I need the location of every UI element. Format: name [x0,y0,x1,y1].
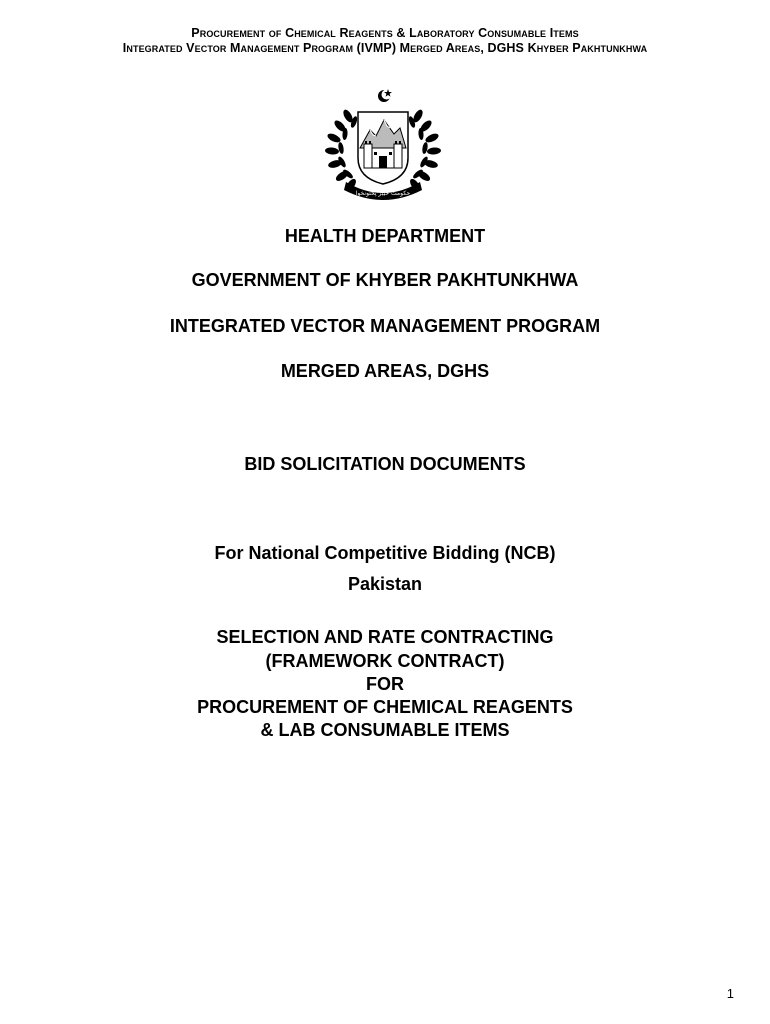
document-type-heading: BID SOLICITATION DOCUMENTS [244,454,526,474]
bidding-country-line: Pakistan [347,574,423,594]
selection-line-1: SELECTION AND RATE CONTRACTING [216,627,554,647]
selection-line-5: & LAB CONSUMABLE ITEMS [260,720,510,740]
government-emblem-icon [318,86,448,200]
svg-text:حکومت خیبر پختونخوا: حکومت خیبر پختونخوا [355,190,411,197]
merged-areas-heading: MERGED AREAS, DGHS [280,361,490,381]
health-department-heading: HEALTH DEPARTMENT [284,226,486,246]
bidding-type-line: For National Competitive Bidding (NCB) [214,543,556,563]
running-header-title: Procurement of Chemical Reagents & Laboratory Consumable Items [191,26,579,40]
selection-line-4: PROCUREMENT OF CHEMICAL REAGENTS [197,697,573,717]
program-heading: INTEGRATED VECTOR MANAGEMENT PROGRAM [169,316,601,336]
government-heading: GOVERNMENT OF KHYBER PAKHTUNKHWA [191,270,579,290]
selection-line-3: FOR [366,674,404,694]
running-header-subtitle: Integrated Vector Management Program (IVMP) Merged Areas, DGHS Khyber Pakhtunkhwa [122,41,648,55]
selection-line-2: (FRAMEWORK CONTRACT) [265,651,505,671]
page-number: 1 [726,986,734,1001]
